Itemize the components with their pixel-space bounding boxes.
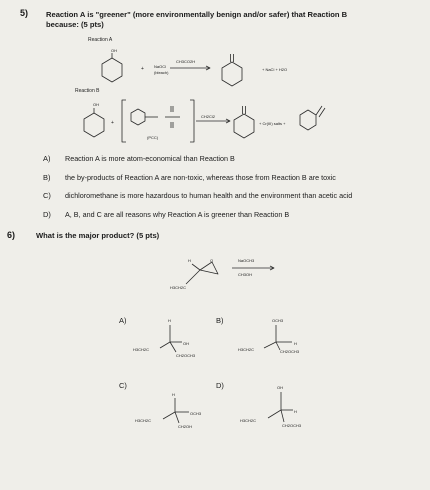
q6-reagent-top: NaOCH3 bbox=[238, 258, 255, 263]
question-6-number: 6) bbox=[7, 230, 16, 240]
q6-choice-c-left: H3CH2C bbox=[135, 418, 152, 423]
q6-choice-d-top: OH bbox=[277, 385, 283, 390]
q6-choice-c-bottom: CH2OH bbox=[178, 424, 193, 429]
q6-choice-b-left: H3CH2C bbox=[238, 347, 255, 352]
question-5-stem-line2: because: (5 pts) bbox=[46, 20, 104, 29]
reaction-a-label: Reaction A bbox=[88, 37, 113, 43]
reaction-b-byproducts: + Cr(III) salts + bbox=[259, 121, 286, 126]
reaction-b-pyridine bbox=[300, 106, 325, 130]
q6-choice-b-skeleton bbox=[264, 325, 292, 350]
reaction-b-reagent-note: (PCC) bbox=[147, 135, 159, 140]
question-6-stem: What is the major product? (5 pts) bbox=[36, 231, 160, 240]
q5-option-b-text: the by-products of Reaction A are non-toxic, whereas those from Reaction B are toxic bbox=[65, 173, 336, 182]
q6-choice-c-right: OCH3 bbox=[190, 411, 202, 416]
q6-choice-b-letter: B) bbox=[216, 316, 224, 325]
reactant-o-label: O bbox=[210, 258, 214, 263]
q6-choice-b-top: OCH3 bbox=[272, 318, 284, 323]
q6-choice-a-letter: A) bbox=[119, 316, 127, 325]
reaction-a-reagent-note: (bleach) bbox=[154, 70, 169, 75]
q6-choice-a-left: H3CH2C bbox=[133, 347, 150, 352]
reaction-a-arrow-label: CH3CO2H bbox=[176, 59, 196, 64]
q5-option-d-letter: D) bbox=[43, 210, 51, 219]
reaction-b-cyclohexanone bbox=[234, 106, 254, 138]
reaction-b-plus: + bbox=[111, 120, 114, 126]
question-5-stem-line1: Reaction A is "greener" (more environmentally benign and/or safer) that Reaction B bbox=[46, 10, 348, 19]
reaction-b-arrow bbox=[196, 119, 230, 123]
q6-choice-d-skeleton bbox=[268, 392, 293, 422]
reaction-a-oh: OH bbox=[111, 48, 117, 53]
q6-choice-d-letter: D) bbox=[216, 381, 224, 390]
reaction-a-cyclohexanone bbox=[222, 54, 242, 86]
q6-choice-d-right: H bbox=[294, 409, 297, 414]
reaction-b-label: Reaction B bbox=[75, 88, 100, 94]
q6-reactant-epoxide bbox=[186, 262, 218, 284]
question-5-number: 5) bbox=[20, 8, 29, 18]
q6-choice-d-bottom: CH2OCH3 bbox=[282, 423, 302, 428]
reaction-a-cyclohexanol bbox=[102, 53, 122, 82]
q6-choice-b-bottom: CH2OCH3 bbox=[280, 349, 300, 354]
q6-choice-a-bottom: CH2OCH3 bbox=[176, 353, 196, 358]
q5-option-a-text: Reaction A is more atom-economical than Reaction B bbox=[65, 154, 235, 163]
reaction-a-arrow bbox=[170, 66, 210, 70]
reaction-a-byproducts: + NaCl + H2O bbox=[262, 67, 288, 72]
reaction-b-oh: OH bbox=[93, 102, 99, 107]
reaction-a-plus: + bbox=[141, 66, 144, 72]
reaction-b-arrow-label: CH2Cl2 bbox=[201, 114, 216, 119]
q5-option-b-letter: B) bbox=[43, 173, 51, 182]
reaction-b-cyclohexanol bbox=[84, 108, 104, 137]
q5-option-c-text: dichloromethane is more hazardous to human health and the environment than acetic acid bbox=[65, 191, 353, 200]
q6-reagent-bottom: CH3OH bbox=[238, 272, 253, 277]
q6-choice-c-skeleton bbox=[163, 398, 189, 423]
reactant-h-label: H bbox=[188, 258, 191, 263]
q6-choice-a-top: H bbox=[168, 318, 171, 323]
q6-choice-b-right: H bbox=[294, 341, 297, 346]
q5-option-d-text: A, B, and C are all reasons why Reaction A is greener than Reaction B bbox=[65, 210, 290, 219]
q6-choice-c-top: H bbox=[172, 392, 175, 397]
reaction-a-reagent: NaOCl bbox=[154, 64, 167, 69]
q6-arrow bbox=[232, 266, 274, 270]
q6-choice-a-skeleton bbox=[160, 325, 182, 352]
q5-option-c-letter: C) bbox=[43, 191, 51, 200]
reactant-ethyl-label: H3CH2C bbox=[170, 285, 187, 290]
q6-choice-c-letter: C) bbox=[119, 381, 127, 390]
q6-choice-d-left: H3CH2C bbox=[240, 418, 257, 423]
q5-option-a-letter: A) bbox=[43, 154, 51, 163]
q6-choice-a-right: OH bbox=[183, 341, 189, 346]
pcc-reagent bbox=[122, 100, 194, 142]
